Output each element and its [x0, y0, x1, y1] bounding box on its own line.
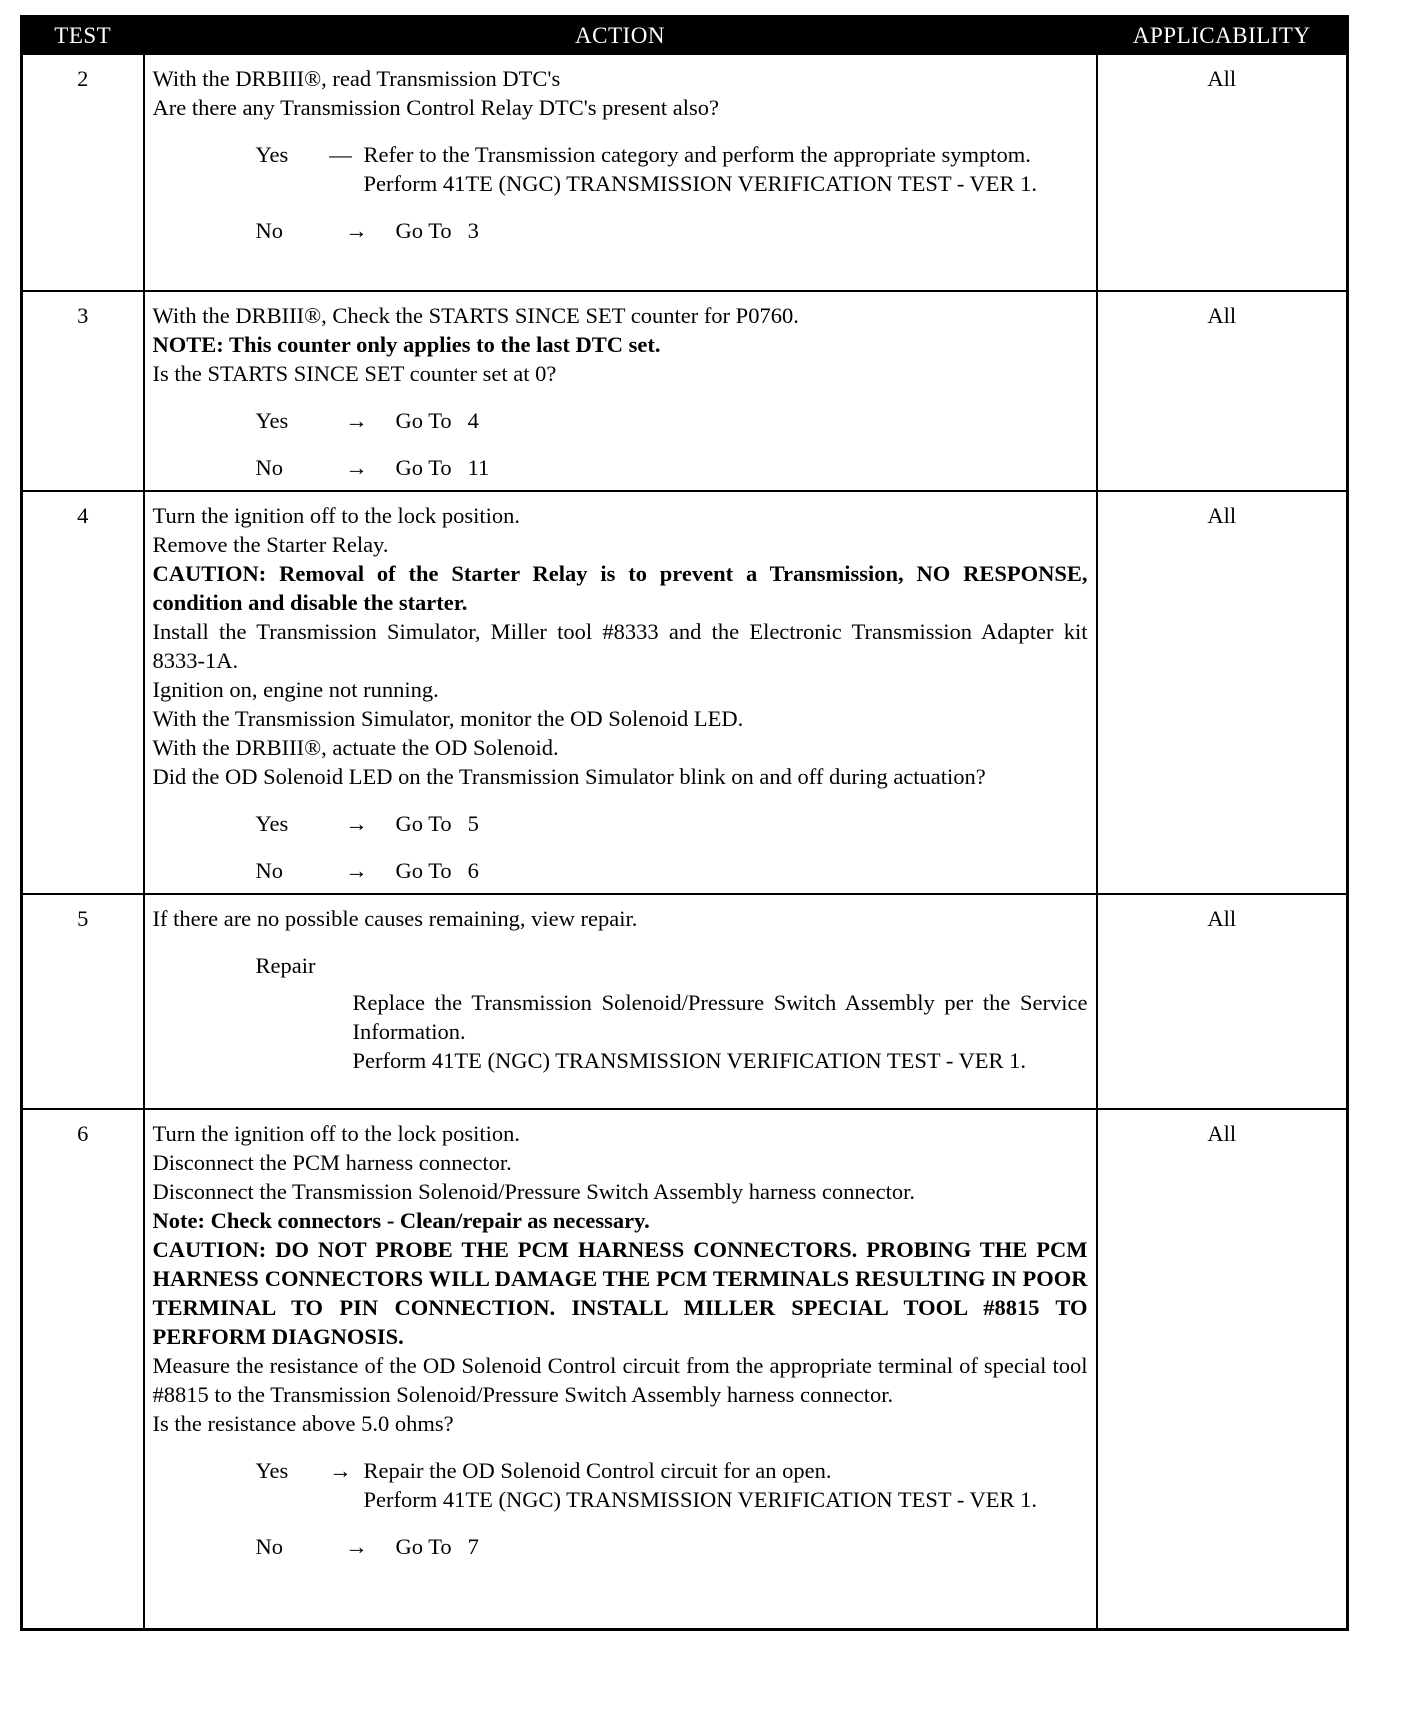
- no-answer: [153, 1532, 1088, 1561]
- test-number: 6: [22, 1109, 144, 1629]
- arrow-right-icon: →: [345, 408, 368, 433]
- goto-label: Go To: [395, 858, 452, 883]
- action-line: Turn the ignition off to the lock position.: [152, 503, 521, 528]
- action-line: With the DRBIII®, Check the STARTS SINCE SET counter for P0760.: [152, 303, 799, 328]
- yes-answer: [153, 406, 1088, 435]
- action-line: Are there any Transmission Control Relay DTC's present also?: [152, 95, 719, 120]
- action-line: Disconnect the PCM harness connector.: [152, 1150, 512, 1175]
- no-label: No: [255, 1534, 283, 1559]
- applicability: All: [1097, 491, 1348, 894]
- applicability: All: [1097, 894, 1348, 1109]
- arrow-right-icon: →: [329, 1458, 352, 1483]
- goto-target: 5: [467, 811, 479, 836]
- no-label: No: [255, 858, 283, 883]
- goto-target: 6: [467, 858, 479, 883]
- no-label: No: [255, 455, 283, 480]
- action-cell: [144, 291, 1097, 491]
- no-answer: [153, 453, 1088, 482]
- action-cell: [144, 894, 1097, 1109]
- repair-body: [353, 988, 1088, 1075]
- applicability: All: [1097, 54, 1348, 291]
- test-table: [20, 15, 1349, 1631]
- no-label: No: [255, 218, 283, 243]
- action-cell: [144, 1109, 1097, 1629]
- yes-text: Refer to the Transmission category and perform the appropriate symptom.: [363, 142, 1031, 167]
- header-action: ACTION: [144, 17, 1097, 55]
- yes-label: Yes: [255, 811, 289, 836]
- arrow-right-icon: →: [345, 858, 368, 883]
- table-row: [22, 1109, 1348, 1629]
- table-row: [22, 491, 1348, 894]
- test-number: 3: [22, 291, 144, 491]
- applicability: All: [1097, 291, 1348, 491]
- header-applicability: APPLICABILITY: [1097, 17, 1348, 55]
- action-line: Install the Transmission Simulator, Miller tool #8333 and the Electronic Transmission Adapter kit 8333-1A.: [152, 619, 1088, 673]
- caution-line: CAUTION: Removal of the Starter Relay is to prevent a Transmission, NO RESPONSE, condition and disable the starter.: [152, 561, 1088, 615]
- diagnostic-test-table: [20, 15, 1346, 1631]
- repair-text: Replace the Transmission Solenoid/Pressure Switch Assembly per the Service Information.: [352, 990, 1088, 1044]
- goto-label: Go To: [395, 455, 452, 480]
- arrow-right-icon: →: [345, 1534, 368, 1559]
- yes-text: Perform 41TE (NGC) TRANSMISSION VERIFICATION TEST - VER 1.: [363, 1487, 1038, 1512]
- table-row: [22, 894, 1348, 1109]
- action-line: Turn the ignition off to the lock position.: [152, 1121, 521, 1146]
- arrow-right-icon: →: [345, 218, 368, 243]
- action-line: Is the resistance above 5.0 ohms?: [152, 1411, 454, 1436]
- caution-line: CAUTION: DO NOT PROBE THE PCM HARNESS CONNECTORS. PROBING THE PCM HARNESS CONNECTORS WILL DAMAGE THE PCM TERMINALS RESULTING IN POOR TERMINAL TO PIN CONNECTION. INSTALL MILLER SPECIAL TOOL #8815 TO PERFORM DIAGNOSIS.: [152, 1237, 1088, 1349]
- goto-label: Go To: [395, 811, 452, 836]
- action-cell: [144, 491, 1097, 894]
- yes-label: Yes: [255, 408, 289, 433]
- goto-label: Go To: [395, 408, 452, 433]
- goto-target: 4: [467, 408, 479, 433]
- goto-target: 11: [467, 455, 490, 480]
- header-row: [22, 17, 1348, 55]
- header-test: TEST: [22, 17, 144, 55]
- applicability: All: [1097, 1109, 1348, 1629]
- action-line: With the DRBIII®, read Transmission DTC's: [152, 66, 561, 91]
- yes-answer: [153, 809, 1088, 838]
- note-line: Note: Check connectors - Clean/repair as necessary.: [152, 1208, 650, 1233]
- table-row: [22, 54, 1348, 291]
- yes-label: Yes: [255, 142, 289, 167]
- no-answer: [153, 856, 1088, 885]
- table-row: [22, 291, 1348, 491]
- action-line: Did the OD Solenoid LED on the Transmission Simulator blink on and off during actuation?: [152, 764, 986, 789]
- goto-target: 7: [467, 1534, 479, 1559]
- repair-label: Repair: [255, 953, 316, 978]
- action-line: With the Transmission Simulator, monitor the OD Solenoid LED.: [152, 706, 744, 731]
- repair-text: Perform 41TE (NGC) TRANSMISSION VERIFICATION TEST - VER 1.: [352, 1048, 1027, 1073]
- yes-answer: [153, 140, 1088, 198]
- action-line: Measure the resistance of the OD Solenoid Control circuit from the appropriate terminal of special tool #8815 to the Transmission Solenoid/Pressure Switch Assembly harness connector.: [152, 1353, 1088, 1407]
- yes-label: Yes: [255, 1458, 289, 1483]
- action-line: Ignition on, engine not running.: [152, 677, 439, 702]
- goto-label: Go To: [395, 1534, 452, 1559]
- action-line: If there are no possible causes remaining, view repair.: [152, 906, 638, 931]
- no-answer: [153, 216, 1088, 245]
- action-cell: [144, 54, 1097, 291]
- yes-text: Perform 41TE (NGC) TRANSMISSION VERIFICATION TEST - VER 1.: [363, 171, 1038, 196]
- dash-icon: —: [329, 142, 352, 167]
- action-line: Remove the Starter Relay.: [152, 532, 389, 557]
- note-line: NOTE: This counter only applies to the last DTC set.: [152, 332, 661, 357]
- test-number: 2: [22, 54, 144, 291]
- yes-answer: [153, 1456, 1088, 1514]
- yes-text: Repair the OD Solenoid Control circuit for an open.: [363, 1458, 832, 1483]
- goto-target: 3: [467, 218, 479, 243]
- test-number: 4: [22, 491, 144, 894]
- action-line: Is the STARTS SINCE SET counter set at 0?: [152, 361, 557, 386]
- action-line: Disconnect the Transmission Solenoid/Pressure Switch Assembly harness connector.: [152, 1179, 915, 1204]
- arrow-right-icon: →: [345, 455, 368, 480]
- goto-label: Go To: [395, 218, 452, 243]
- test-number: 5: [22, 894, 144, 1109]
- action-line: With the DRBIII®, actuate the OD Solenoid.: [152, 735, 559, 760]
- arrow-right-icon: →: [345, 811, 368, 836]
